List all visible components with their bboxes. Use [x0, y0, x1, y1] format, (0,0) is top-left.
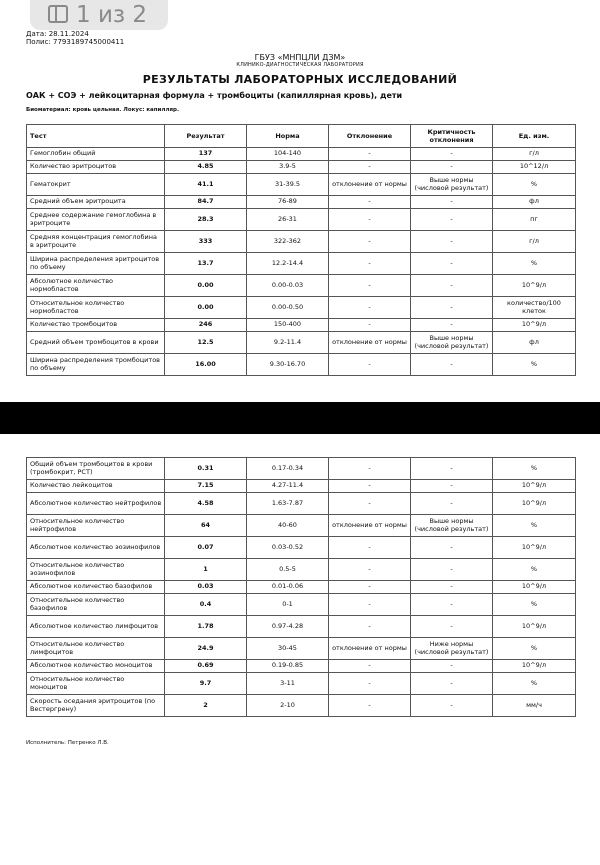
- norm-range-cell: 0.97-4.28: [247, 616, 329, 638]
- page-indicator: [30, 0, 168, 30]
- report-date: Дата: 28.11.2024: [26, 30, 89, 38]
- table-row: [27, 174, 576, 196]
- units-cell: пг: [493, 209, 576, 231]
- norm-range-cell: 40-60: [247, 515, 329, 537]
- column-header-criticality: Критичность отклонения: [411, 125, 493, 148]
- norm-range-cell: 9.2-11.4: [247, 332, 329, 354]
- sidebar-icon: [48, 5, 70, 25]
- deviation-cell: -: [329, 161, 411, 174]
- criticality-cell: -: [411, 354, 493, 376]
- norm-range-cell: 0.01-0.06: [247, 581, 329, 594]
- column-header-test: Тест: [27, 125, 165, 148]
- table-row: [27, 354, 576, 376]
- deviation-cell: -: [329, 148, 411, 161]
- deviation-cell: -: [329, 354, 411, 376]
- deviation-cell: -: [329, 673, 411, 695]
- criticality-cell: -: [411, 660, 493, 673]
- criticality-cell: -: [411, 275, 493, 297]
- deviation-cell: -: [329, 537, 411, 559]
- executor-signature: Исполнитель: Петренко Л.В.: [26, 740, 109, 746]
- norm-range-cell: 12.2-14.4: [247, 253, 329, 275]
- units-cell: 10^9/л: [493, 480, 576, 493]
- norm-range-cell: 4.27-11.4: [247, 480, 329, 493]
- units-cell: %: [493, 559, 576, 581]
- page-indicator-text: 1 из 2: [76, 2, 148, 28]
- result-value-cell: 1.78: [165, 616, 247, 638]
- result-value-cell: 13.7: [165, 253, 247, 275]
- norm-range-cell: 0.5-5: [247, 559, 329, 581]
- criticality-cell: -: [411, 297, 493, 319]
- biomaterial-info: Биоматериал: кровь цельная. Локус: капилляр.: [26, 107, 180, 113]
- units-cell: количество/100 клеток: [493, 297, 576, 319]
- test-name-cell: Общий объем тромбоцитов в крови (тромбокрит, PCT): [27, 458, 165, 480]
- units-cell: мм/ч: [493, 695, 576, 717]
- table-row: [27, 209, 576, 231]
- deviation-cell: -: [329, 297, 411, 319]
- deviation-cell: -: [329, 458, 411, 480]
- deviation-cell: отклонение от нормы: [329, 332, 411, 354]
- deviation-cell: -: [329, 493, 411, 515]
- criticality-cell: -: [411, 161, 493, 174]
- criticality-cell: Выше нормы (числовой результат): [411, 515, 493, 537]
- result-value-cell: 24.9: [165, 638, 247, 660]
- criticality-cell: -: [411, 209, 493, 231]
- test-name-cell: Относительное количество лимфоцитов: [27, 638, 165, 660]
- result-value-cell: 1: [165, 559, 247, 581]
- norm-range-cell: 104-140: [247, 148, 329, 161]
- result-value-cell: 246: [165, 319, 247, 332]
- test-name-cell: Средний объем эритроцита: [27, 196, 165, 209]
- table-header-row: [27, 125, 576, 148]
- test-name-cell: Относительное количество нормобластов: [27, 297, 165, 319]
- units-cell: 10^9/л: [493, 537, 576, 559]
- norm-range-cell: 3-11: [247, 673, 329, 695]
- column-header-units: Ед. изм.: [493, 125, 576, 148]
- units-cell: %: [493, 673, 576, 695]
- table-row: [27, 695, 576, 717]
- policy-number: Полис: 7793189745000411: [26, 38, 125, 46]
- test-name-cell: Количество эритроцитов: [27, 161, 165, 174]
- column-header-norm: Норма: [247, 125, 329, 148]
- criticality-cell: -: [411, 480, 493, 493]
- result-value-cell: 4.58: [165, 493, 247, 515]
- deviation-cell: -: [329, 231, 411, 253]
- test-name-cell: Относительное количество базофилов: [27, 594, 165, 616]
- deviation-cell: -: [329, 480, 411, 493]
- norm-range-cell: 31-39.5: [247, 174, 329, 196]
- result-value-cell: 12.5: [165, 332, 247, 354]
- test-name-cell: Абсолютное количество нейтрофилов: [27, 493, 165, 515]
- table-row: [27, 559, 576, 581]
- deviation-cell: -: [329, 196, 411, 209]
- norm-range-cell: 30-45: [247, 638, 329, 660]
- deviation-cell: отклонение от нормы: [329, 638, 411, 660]
- table-row: [27, 275, 576, 297]
- norm-range-cell: 322-362: [247, 231, 329, 253]
- units-cell: %: [493, 594, 576, 616]
- deviation-cell: -: [329, 319, 411, 332]
- test-name-cell: Гемоглобин общий: [27, 148, 165, 161]
- units-cell: г/л: [493, 148, 576, 161]
- criticality-cell: -: [411, 559, 493, 581]
- deviation-cell: -: [329, 594, 411, 616]
- units-cell: 10^12/л: [493, 161, 576, 174]
- test-name-cell: Абсолютное количество моноцитов: [27, 660, 165, 673]
- result-value-cell: 0.69: [165, 660, 247, 673]
- table-row: [27, 148, 576, 161]
- result-value-cell: 0.00: [165, 275, 247, 297]
- test-name-cell: Гематокрит: [27, 174, 165, 196]
- result-value-cell: 7.15: [165, 480, 247, 493]
- test-name-cell: Средний объем тромбоцитов в крови: [27, 332, 165, 354]
- result-value-cell: 333: [165, 231, 247, 253]
- table-row: [27, 231, 576, 253]
- result-value-cell: 64: [165, 515, 247, 537]
- test-name-cell: Скорость оседания эритроцитов (по Вестергрену): [27, 695, 165, 717]
- table-row: [27, 253, 576, 275]
- units-cell: фл: [493, 332, 576, 354]
- result-value-cell: 4.85: [165, 161, 247, 174]
- norm-range-cell: 0-1: [247, 594, 329, 616]
- criticality-cell: -: [411, 695, 493, 717]
- result-value-cell: 84.7: [165, 196, 247, 209]
- norm-range-cell: 1.63-7.87: [247, 493, 329, 515]
- norm-range-cell: 0.00-0.03: [247, 275, 329, 297]
- test-name-cell: Ширина распределения эритроцитов по объему: [27, 253, 165, 275]
- criticality-cell: -: [411, 148, 493, 161]
- deviation-cell: -: [329, 253, 411, 275]
- test-name-cell: Абсолютное количество нормобластов: [27, 275, 165, 297]
- organization-name: ГБУЗ «МНПЦЛИ ДЗМ»: [254, 53, 346, 62]
- table-row: [27, 581, 576, 594]
- result-value-cell: 2: [165, 695, 247, 717]
- criticality-cell: -: [411, 196, 493, 209]
- table-row: [27, 196, 576, 209]
- result-value-cell: 0.31: [165, 458, 247, 480]
- units-cell: %: [493, 515, 576, 537]
- criticality-cell: -: [411, 594, 493, 616]
- norm-range-cell: 3.9-5: [247, 161, 329, 174]
- units-cell: 10^9/л: [493, 660, 576, 673]
- norm-range-cell: 26-31: [247, 209, 329, 231]
- table-row: [27, 319, 576, 332]
- deviation-cell: -: [329, 581, 411, 594]
- units-cell: фл: [493, 196, 576, 209]
- test-name-cell: Относительное количество моноцитов: [27, 673, 165, 695]
- test-name-cell: Абсолютное количество эозинофилов: [27, 537, 165, 559]
- criticality-cell: Выше нормы (числовой результат): [411, 174, 493, 196]
- result-value-cell: 0.00: [165, 297, 247, 319]
- criticality-cell: -: [411, 537, 493, 559]
- result-value-cell: 9.7: [165, 673, 247, 695]
- deviation-cell: -: [329, 209, 411, 231]
- table-row: [27, 515, 576, 537]
- results-table-page-2: [26, 457, 576, 717]
- units-cell: 10^9/л: [493, 319, 576, 332]
- criticality-cell: -: [411, 673, 493, 695]
- criticality-cell: -: [411, 319, 493, 332]
- results-table-page-1: [26, 124, 576, 376]
- column-header-result: Результат: [165, 125, 247, 148]
- result-value-cell: 28.3: [165, 209, 247, 231]
- norm-range-cell: 9.30-16.70: [247, 354, 329, 376]
- test-name-cell: Средняя концентрация гемоглобина в эритроците: [27, 231, 165, 253]
- norm-range-cell: 0.19-0.85: [247, 660, 329, 673]
- column-header-deviation: Отклонение: [329, 125, 411, 148]
- units-cell: %: [493, 354, 576, 376]
- table-row: [27, 297, 576, 319]
- units-cell: %: [493, 458, 576, 480]
- result-value-cell: 137: [165, 148, 247, 161]
- deviation-cell: -: [329, 695, 411, 717]
- criticality-cell: Ниже нормы (числовой результат): [411, 638, 493, 660]
- norm-range-cell: 150-400: [247, 319, 329, 332]
- criticality-cell: -: [411, 616, 493, 638]
- units-cell: %: [493, 638, 576, 660]
- deviation-cell: отклонение от нормы: [329, 515, 411, 537]
- table-row: [27, 638, 576, 660]
- test-name-cell: Абсолютное количество лимфоцитов: [27, 616, 165, 638]
- criticality-cell: -: [411, 253, 493, 275]
- units-cell: 10^9/л: [493, 275, 576, 297]
- norm-range-cell: 0.17-0.34: [247, 458, 329, 480]
- units-cell: 10^9/л: [493, 493, 576, 515]
- result-value-cell: 0.03: [165, 581, 247, 594]
- table-row: [27, 673, 576, 695]
- table-row: [27, 161, 576, 174]
- criticality-cell: -: [411, 231, 493, 253]
- table-row: [27, 458, 576, 480]
- units-cell: %: [493, 174, 576, 196]
- result-value-cell: 41.1: [165, 174, 247, 196]
- table-row: [27, 537, 576, 559]
- deviation-cell: -: [329, 660, 411, 673]
- units-cell: %: [493, 253, 576, 275]
- norm-range-cell: 0.00-0.50: [247, 297, 329, 319]
- deviation-cell: -: [329, 559, 411, 581]
- table-row: [27, 332, 576, 354]
- result-value-cell: 0.4: [165, 594, 247, 616]
- test-name-cell: Относительное количество нейтрофилов: [27, 515, 165, 537]
- deviation-cell: отклонение от нормы: [329, 174, 411, 196]
- criticality-cell: -: [411, 581, 493, 594]
- test-panel-title: ОАК + СОЭ + лейкоцитарная формула + тромбоциты (капиллярная кровь), дети: [26, 91, 403, 100]
- test-name-cell: Среднее содержание гемоглобина в эритроците: [27, 209, 165, 231]
- table-row: [27, 480, 576, 493]
- organization-subtitle: КЛИНИКО-ДИАГНОСТИЧЕСКАЯ ЛАБОРАТОРИЯ: [236, 62, 364, 68]
- table-row: [27, 594, 576, 616]
- criticality-cell: -: [411, 458, 493, 480]
- page-title: РЕЗУЛЬТАТЫ ЛАБОРАТОРНЫХ ИССЛЕДОВАНИЙ: [142, 73, 458, 86]
- test-name-cell: Абсолютное количество базофилов: [27, 581, 165, 594]
- criticality-cell: Выше нормы (числовой результат): [411, 332, 493, 354]
- document-page-1: [0, 0, 600, 402]
- norm-range-cell: 0.03-0.52: [247, 537, 329, 559]
- table-row: [27, 660, 576, 673]
- units-cell: 10^9/л: [493, 581, 576, 594]
- deviation-cell: -: [329, 275, 411, 297]
- units-cell: 10^9/л: [493, 616, 576, 638]
- norm-range-cell: 2-10: [247, 695, 329, 717]
- test-name-cell: Количество тромбоцитов: [27, 319, 165, 332]
- criticality-cell: -: [411, 493, 493, 515]
- result-value-cell: 16.00: [165, 354, 247, 376]
- table-row: [27, 616, 576, 638]
- result-value-cell: 0.07: [165, 537, 247, 559]
- test-name-cell: Количество лейкоцитов: [27, 480, 165, 493]
- test-name-cell: Относительное количество эозинофилов: [27, 559, 165, 581]
- deviation-cell: -: [329, 616, 411, 638]
- norm-range-cell: 76-89: [247, 196, 329, 209]
- test-name-cell: Ширина распределения тромбоцитов по объему: [27, 354, 165, 376]
- table-row: [27, 493, 576, 515]
- units-cell: г/л: [493, 231, 576, 253]
